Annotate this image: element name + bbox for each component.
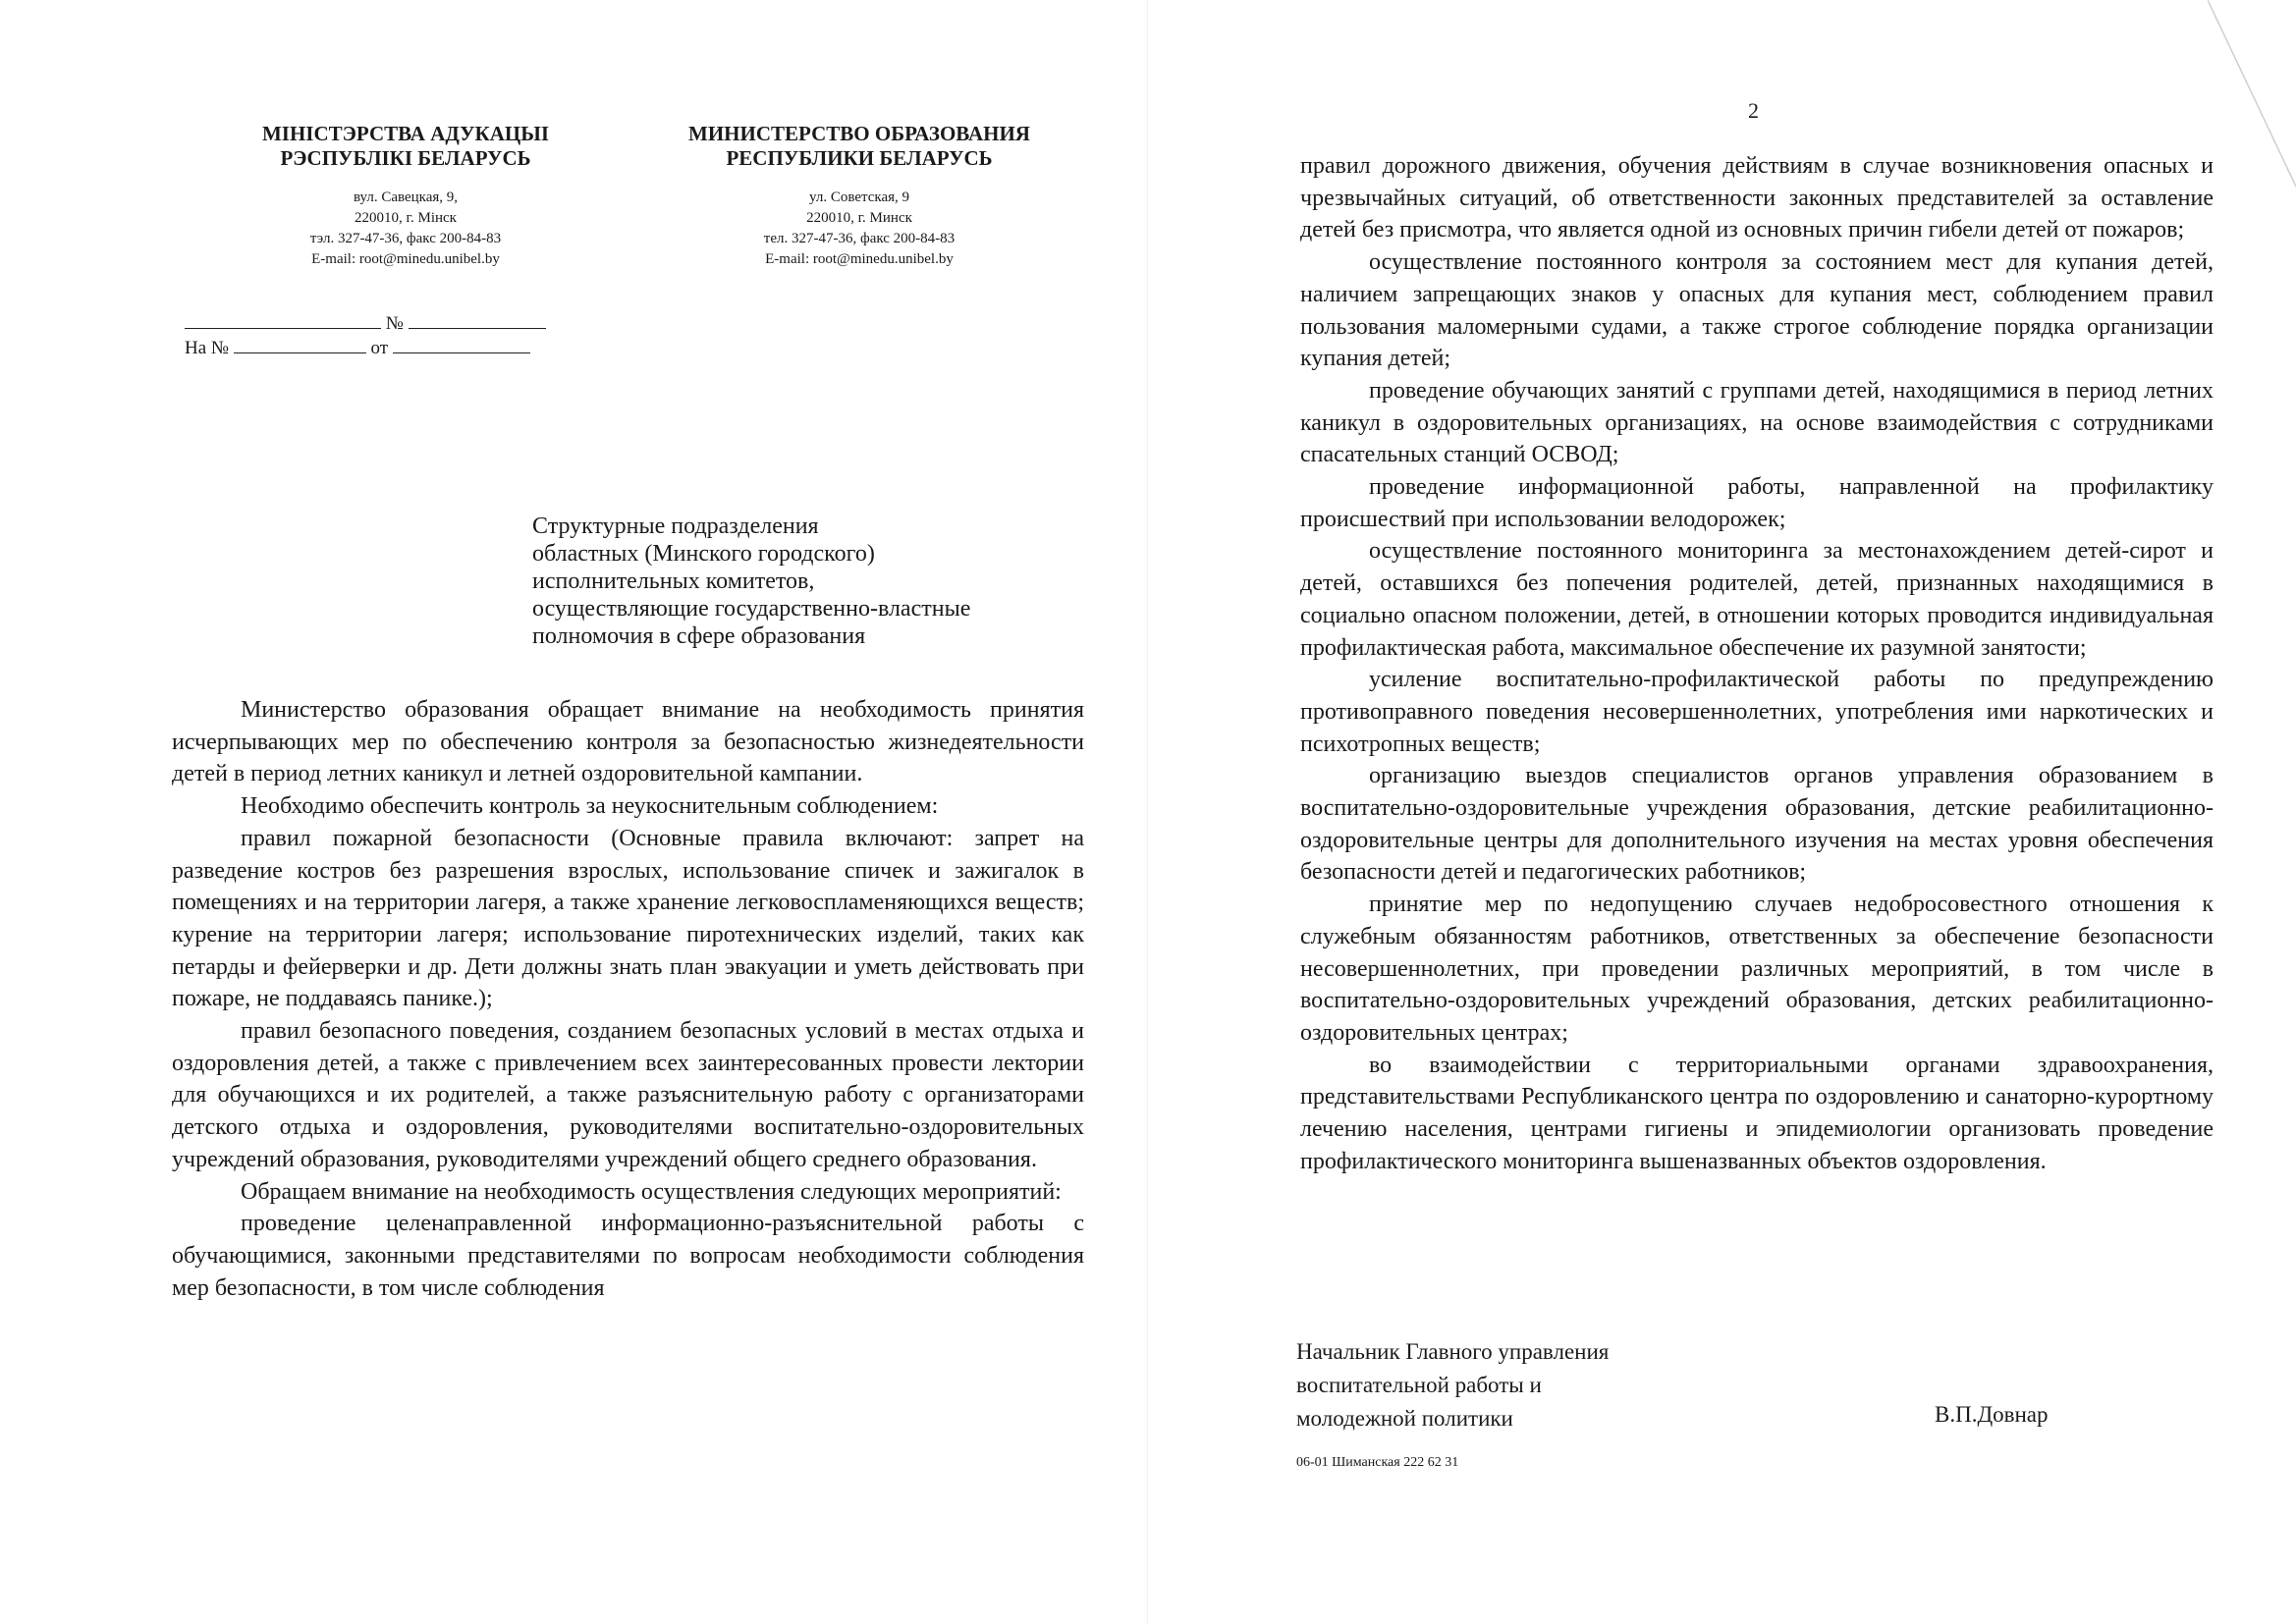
letter-body-page-2 (1300, 150, 2214, 1178)
address-line: E-mail: root@minedu.unibel.by (765, 251, 954, 267)
ref-label: На № (185, 338, 230, 358)
body-paragraph: усиление воспитательно-профилактической работы по предупреждению противоправного поведения несовершеннолетних, употребления ими наркотических и психотропных веществ; (1300, 667, 2214, 757)
body-paragraph: правил пожарной безопасности (Основные правила включают: запрет на разведение костров без разрешения взрослых, использование спичек и зажигалок в помещениях и на территории лагеря, а также хранение легковоспламеняющихся веществ; курение на территории лагеря; использование пиротехнических изделий, таких как петарды и фейерверки и др. Дети должны знать план эвакуации и уметь действовать при пожаре, не поддаваясь панике.); (172, 825, 1084, 1012)
body-paragraph: во взаимодействии с территориальными органами здравоохранения, представительствами Республиканского центра по оздоровлению и санаторно-курортному лечению населения, центрами гигиены и эпидемиологии организовать проведение профилактического мониторинга вышеназванных объектов оздоровления. (1300, 1052, 2214, 1174)
body-paragraph: Обращаем внимание на необходимость осуществления следующих мероприятий: (241, 1178, 1062, 1205)
ministry-address-by (246, 188, 566, 270)
letter-body-page-1 (172, 694, 1084, 1304)
body-paragraph: осуществление постоянного мониторинга за местонахождением детей-сирот и детей, оставшихся без попечения родителей, детей, признанных находящимися в социально опасном положении, детей, в отношении которых проводится индивидуальная профилактическая работа, максимальное обеспечение их разумной занятости; (1300, 538, 2214, 661)
ministry-title-line: РЭСПУБЛІКІ БЕЛАРУСЬ (280, 146, 531, 170)
scan-edge-mark (2208, 0, 2296, 196)
ministry-title-line: МІНІСТЭРСТВА АДУКАЦЫІ (261, 122, 550, 145)
body-paragraph: проведение целенаправленной информационно-разъяснительной работы с обучающимися, законными представителями по вопросам необходимости соблюдения мер безопасности, в том числе соблюдения (172, 1211, 1084, 1301)
body-paragraph: правил безопасного поведения, созданием безопасных условий в местах отдыха и оздоровления детей, а также с привлечением всех заинтересованных провести лектории для обучающихся и их родителей, а также разъяснительную работу с организаторами детского отдыха и оздоровления, руководителями воспитательно-оздоровительных учреждений образования, руководителями учреждений общего среднего образования. (172, 1018, 1084, 1172)
ministry-title-ru (658, 122, 1061, 171)
address-line: 220010, г. Минск (806, 210, 912, 226)
number-blank (409, 310, 546, 329)
signatory-name: В.П.Довнар (1935, 1402, 2049, 1427)
letterhead-belarusian (246, 122, 566, 270)
position-line: молодежной политики (1296, 1406, 1513, 1431)
addressee-line: полномочия в сфере образования (532, 623, 866, 649)
outgoing-number-line (185, 310, 546, 336)
ref-date-blank (393, 335, 530, 353)
addressee-line: осуществляющие государственно-властные (532, 596, 971, 622)
address-line: E-mail: root@minedu.unibel.by (311, 251, 500, 267)
body-paragraph: принятие мер по недопущению случаев недобросовестного отношения к служебным обязанностям работников, ответственных за обеспечение безопасности несовершеннолетних, при проведении различных мероприятий, в том числе в воспитательно-оздоровительных учреждений образования, детских реабилитационно-оздоровительных центрах; (1300, 892, 2214, 1046)
body-paragraph: осуществление постоянного контроля за состоянием мест для купания детей, наличием запрещающих знаков у опасных для купания мест, соблюдением правил пользования маломерными судами, а также строгое соблюдение порядка организации купания детей; (1300, 249, 2214, 372)
body-paragraph: проведение обучающих занятий с группами детей, находящимися в период летних каникул в оздоровительных организациях, на основе взаимодействия с сотрудниками спасательных станций ОСВОД; (1300, 377, 2214, 468)
number-label: № (385, 313, 404, 334)
body-paragraph: Министерство образования обращает внимание на необходимость принятия исчерпывающих мер по обеспечению контроля за безопасностью жизнедеятельности детей в период летних каникул и летней оздоровительной кампании. (172, 697, 1084, 787)
ministry-title-by (246, 122, 566, 171)
ministry-title-line: РЕСПУБЛИКИ БЕЛАРУСЬ (726, 146, 993, 170)
address-line: вул. Савецкая, 9, (353, 189, 459, 205)
address-line: тел. 327-47-36, факс 200-84-83 (763, 231, 956, 246)
body-paragraph: Необходимо обеспечить контроль за неукоснительным соблюдением: (241, 793, 939, 820)
addressee-block (532, 513, 1082, 650)
addressee-line: исполнительных комитетов, (532, 568, 815, 594)
body-paragraph-continued: правил дорожного движения, обучения действиям в случае возникновения опасных и чрезвычайных ситуаций, об ответственности законных представителей за оставление детей без присмотра, что является одной из основных причин гибели детей от пожаров; (1300, 153, 2214, 244)
from-label: от (370, 338, 389, 358)
reference-number-line (185, 335, 530, 360)
position-line: воспитательной работы и (1296, 1373, 1542, 1397)
position-line: Начальник Главного управления (1296, 1339, 1610, 1364)
addressee-line: областных (Минского городского) (532, 541, 875, 567)
address-line: тэл. 327-47-36, факс 200-84-83 (309, 231, 502, 246)
signatory-position (1296, 1335, 1609, 1435)
address-line: 220010, г. Мінск (355, 210, 457, 226)
ministry-address-ru (658, 188, 1061, 270)
page-number: 2 (1748, 98, 1759, 123)
date-blank (185, 310, 381, 329)
ministry-title-line: МИНИСТЕРСТВО ОБРАЗОВАНИЯ (688, 122, 1030, 145)
ref-number-blank (234, 335, 366, 353)
addressee-line: Структурные подразделения (532, 514, 819, 539)
executor-note: 06-01 Шиманская 222 62 31 (1296, 1455, 1459, 1470)
body-paragraph: проведение информационной работы, направленной на профилактику происшествий при использовании велодорожек; (1300, 474, 2214, 532)
address-line: ул. Советская, 9 (809, 189, 909, 205)
letterhead-russian (658, 122, 1061, 270)
body-paragraph: организацию выездов специалистов органов управления образованием в воспитательно-оздоровительные учреждения образования, детские реабилитационно-оздоровительные центры для дополнительного изучения на местах уровня обеспечения безопасности детей и педагогических работников; (1300, 763, 2214, 886)
